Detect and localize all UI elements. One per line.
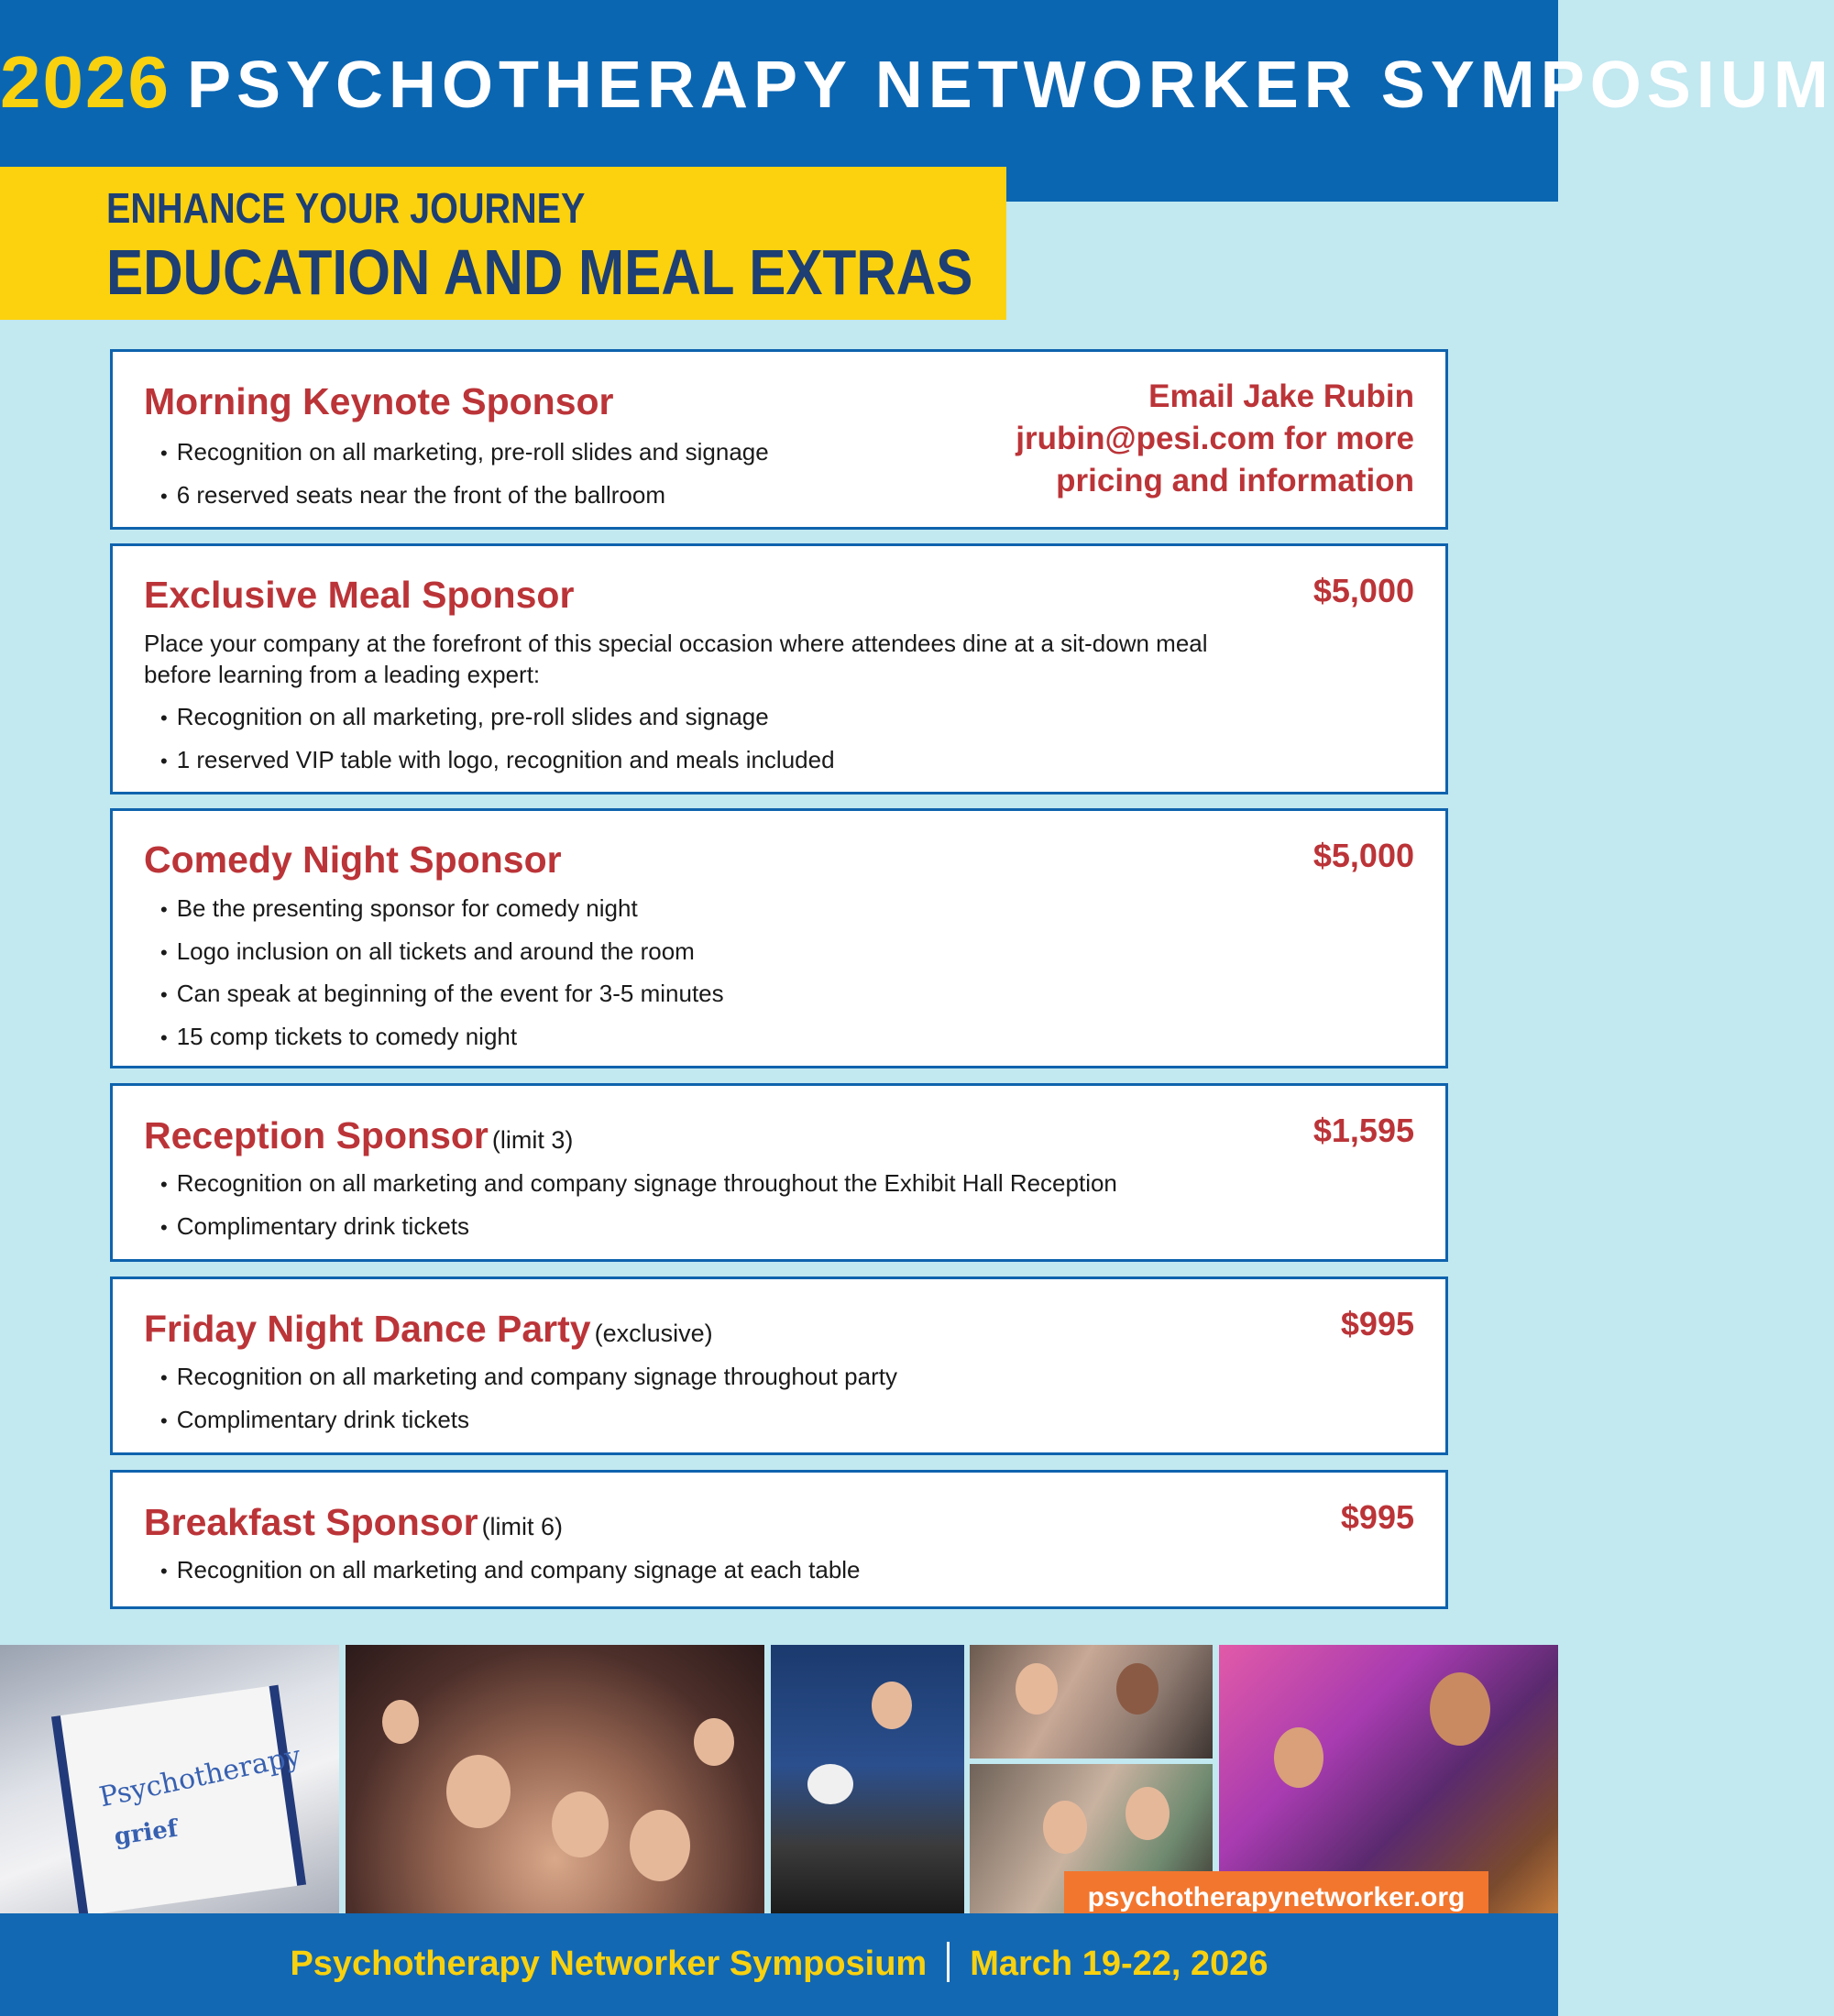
audience-photo-top xyxy=(970,1645,1213,1759)
attendee-figure xyxy=(630,1810,690,1881)
card-title: Comedy Night Sponsor xyxy=(144,838,562,881)
benefit-item: • Logo inclusion on all tickets and around the room xyxy=(160,931,724,974)
musician-figure xyxy=(1274,1727,1323,1788)
title-year: 2026 xyxy=(0,41,170,123)
attendee-figure xyxy=(872,1682,912,1729)
benefit-item: • Recognition on all marketing, pre-roll slides and signage xyxy=(160,696,835,740)
attendee-figure xyxy=(1126,1787,1170,1840)
benefit-list xyxy=(160,1356,897,1441)
price: $5,000 xyxy=(1312,837,1414,874)
benefit-item: • 6 reserved seats near the front of the ballroom xyxy=(160,475,769,518)
benefit-item: • Recognition on all marketing and company signage at each table xyxy=(160,1550,861,1593)
musician-figure xyxy=(1430,1672,1490,1746)
attendee-figure xyxy=(552,1791,609,1857)
benefit-item: • Complimentary drink tickets xyxy=(160,1399,897,1442)
tote-bag-photo xyxy=(0,1645,339,1913)
benefit-item: • Recognition on all marketing and company signage throughout party xyxy=(160,1356,897,1399)
benefit-item: • Be the presenting sponsor for comedy night xyxy=(160,888,724,931)
attendee-figure xyxy=(807,1764,853,1804)
card-description: Place your company at the forefront of this special occasion where attendees dine at a sit-down meal before learning from a leading expert: xyxy=(144,630,1208,688)
price: $995 xyxy=(1340,1498,1414,1536)
attendee-figure xyxy=(382,1700,419,1744)
footer-event-name: Psychotherapy Networker Symposium xyxy=(290,1945,928,1984)
benefit-item: • Can speak at beginning of the event for 3-5 minutes xyxy=(160,973,724,1016)
benefit-item: • Recognition on all marketing, pre-roll slides and signage xyxy=(160,432,769,475)
price: $1,595 xyxy=(1312,1112,1414,1149)
card-morning-keynote xyxy=(110,349,1448,530)
subtitle-large: EDUCATION AND MEAL EXTRAS xyxy=(106,236,973,308)
attendee-figure xyxy=(694,1718,734,1766)
benefit-list xyxy=(160,696,835,782)
attendee-figure xyxy=(446,1755,511,1828)
footer-dates: March 19-22, 2026 xyxy=(970,1945,1268,1984)
contact-line: pricing and information xyxy=(1056,463,1414,499)
tote-bag xyxy=(51,1685,306,1917)
card-note: (exclusive) xyxy=(594,1320,713,1347)
contact-info xyxy=(901,376,1414,502)
benefit-list xyxy=(160,888,724,1058)
footer-divider xyxy=(947,1942,950,1982)
price: $5,000 xyxy=(1312,572,1414,609)
benefit-item: • 15 comp tickets to comedy night xyxy=(160,1016,724,1059)
benefit-item: • 1 reserved VIP table with logo, recognition and meals included xyxy=(160,740,835,783)
price: $995 xyxy=(1340,1305,1414,1342)
card-title: Reception Sponsor (limit 3) xyxy=(144,1114,574,1156)
benefit-list xyxy=(160,432,769,517)
benefit-item: • Recognition on all marketing and company signage throughout the Exhibit Hall Reception xyxy=(160,1163,1117,1206)
card-breakfast xyxy=(110,1470,1448,1609)
card-note: (limit 3) xyxy=(491,1126,574,1154)
contact-email[interactable]: jrubin@pesi.com for more xyxy=(1016,421,1414,456)
benefit-list xyxy=(160,1550,861,1593)
bag-logo-text: Psychotherapy xyxy=(96,1739,304,1814)
card-title: Friday Night Dance Party (exclusive) xyxy=(144,1308,713,1350)
attendee-figure xyxy=(1016,1663,1058,1715)
card-comedy-night xyxy=(110,808,1448,1068)
footer xyxy=(0,1945,1558,1986)
benefit-item: • Complimentary drink tickets xyxy=(160,1206,1117,1249)
title-text: PSYCHOTHERAPY NETWORKER SYMPOSIUM xyxy=(186,49,1834,122)
page-title xyxy=(0,41,1834,123)
card-reception xyxy=(110,1083,1448,1262)
attendee-figure xyxy=(1116,1663,1159,1715)
card-title: Breakfast Sponsor (limit 6) xyxy=(144,1501,564,1543)
benefit-list xyxy=(160,1163,1117,1248)
card-exclusive-meal xyxy=(110,543,1448,794)
card-title: Morning Keynote Sponsor xyxy=(144,380,614,422)
massage-photo xyxy=(771,1645,964,1913)
card-dance-party xyxy=(110,1276,1448,1455)
crowd-photo xyxy=(346,1645,764,1913)
card-title: Exclusive Meal Sponsor xyxy=(144,574,575,616)
attendee-figure xyxy=(1043,1801,1087,1854)
bag-grief-text: grief xyxy=(112,1814,180,1851)
card-note: (limit 6) xyxy=(481,1513,564,1540)
website-link[interactable]: psychotherapynetworker.org xyxy=(1064,1871,1488,1924)
subtitle-small: ENHANCE YOUR JOURNEY xyxy=(106,184,586,232)
contact-line: Email Jake Rubin xyxy=(1148,378,1414,414)
